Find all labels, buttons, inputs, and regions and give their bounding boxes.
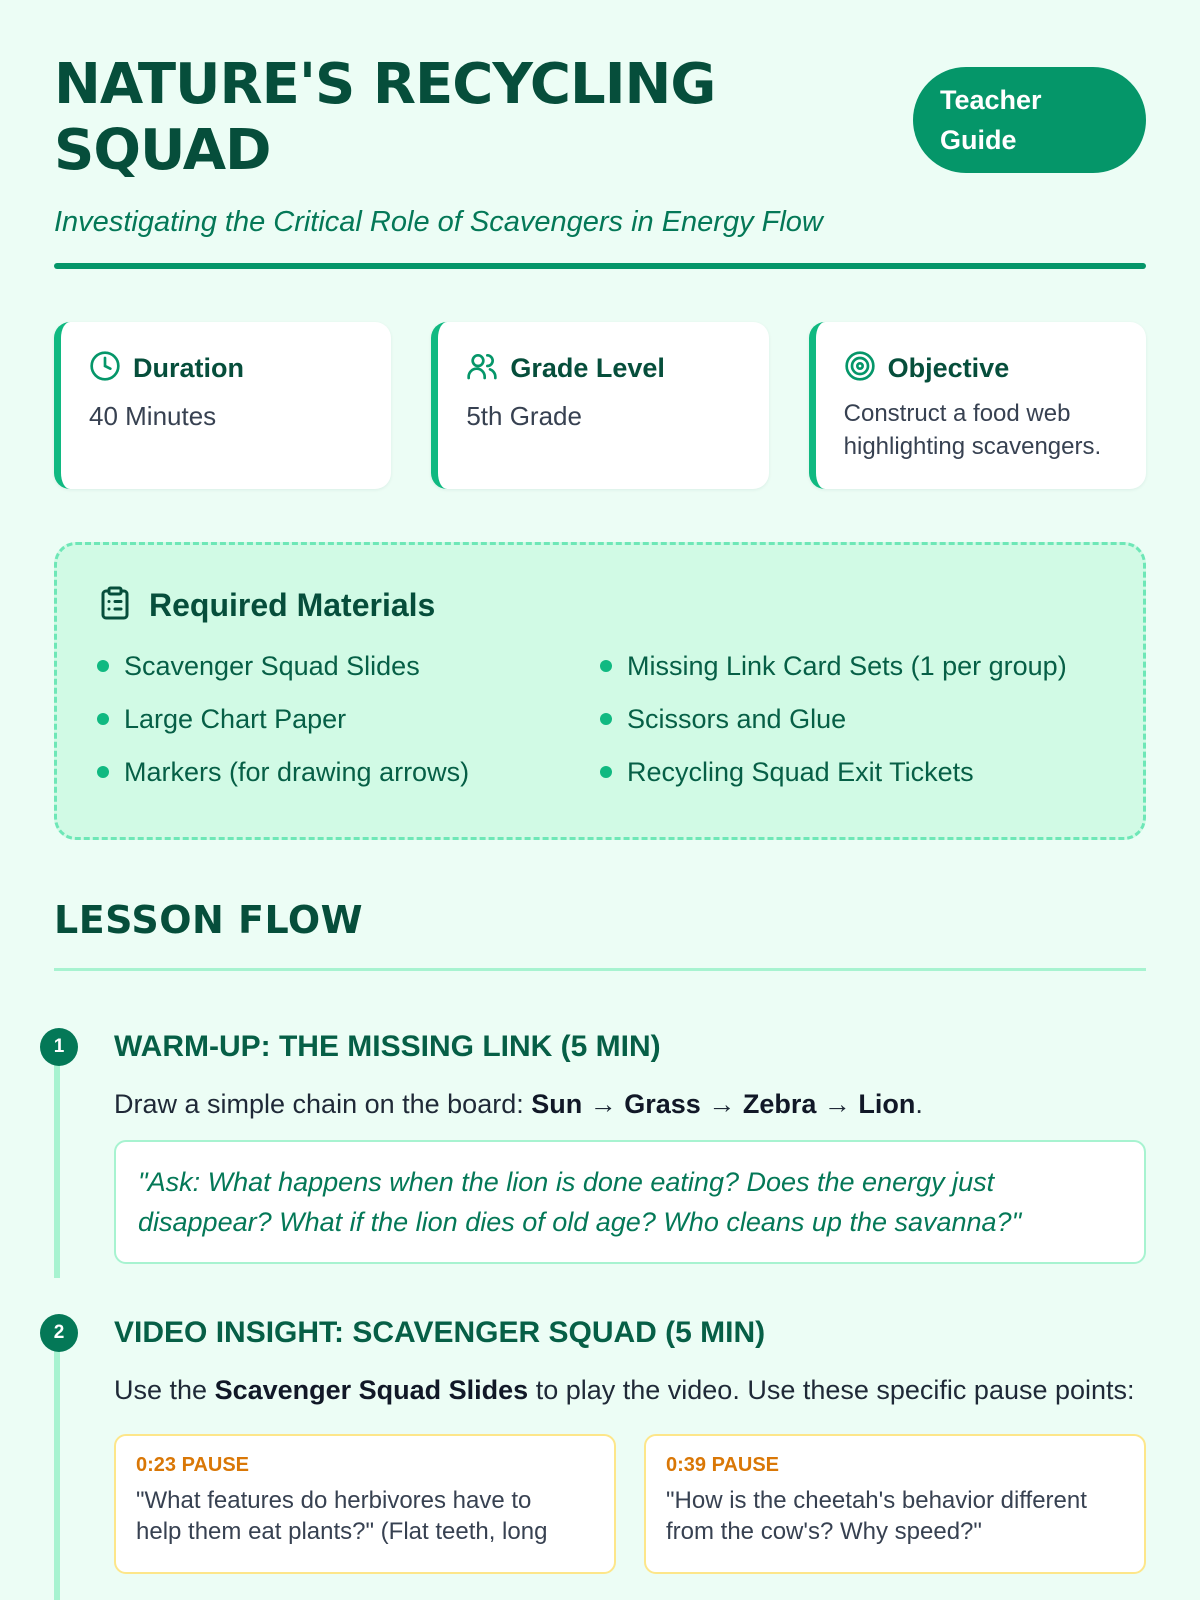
objective-value — [844, 397, 1122, 463]
materials-list-left — [97, 648, 600, 807]
pause-line: help them eat plants?" (Flat teeth, long — [136, 1518, 548, 1545]
duration-value: 40 Minutes — [89, 401, 217, 431]
timeline-line — [54, 1048, 60, 1278]
chain-item: Lion — [858, 1089, 916, 1119]
page-title-line1: NATURE'S RECYCLING — [54, 52, 716, 117]
page-subtitle: Investigating the Critical Role of Scavengers in Energy Flow — [54, 206, 823, 238]
step-text: . — [915, 1089, 923, 1119]
pause-question — [136, 1485, 594, 1547]
objective-line2: highlighting scavengers. — [843, 433, 1102, 460]
pause-card — [644, 1434, 1146, 1574]
step-text: Draw a simple chain on the board: — [114, 1089, 532, 1119]
clipboard-icon — [97, 585, 133, 626]
step-video-insight — [54, 1314, 1146, 1574]
grade-level-value: 5th Grade — [466, 401, 582, 431]
page-title-line2: SQUAD — [54, 118, 271, 183]
chain-item: Grass — [624, 1089, 701, 1119]
list-item: Scavenger Squad Slides — [97, 648, 600, 701]
grade-level-label: Grade Level — [510, 353, 665, 383]
duration-label: Duration — [133, 353, 244, 383]
arrow-icon: → — [582, 1089, 625, 1119]
pause-question — [666, 1485, 1124, 1547]
prompt-line1: "Ask: What happens when the lion is done eating? Does the energy just — [138, 1167, 995, 1197]
users-icon — [466, 350, 498, 387]
slides-reference: Scavenger Squad Slides — [214, 1375, 529, 1405]
objective-card — [809, 322, 1146, 489]
step-description — [114, 1084, 1146, 1124]
objective-label: Objective — [887, 353, 1010, 383]
pause-line: from the cow's? Why speed?" — [666, 1518, 982, 1545]
materials-title: Required Materials — [149, 587, 436, 623]
clock-icon — [89, 350, 121, 387]
arrow-icon: → — [816, 1089, 859, 1119]
header-divider — [54, 263, 1146, 269]
list-item: Scissors and Glue — [600, 701, 1103, 754]
duration-card — [54, 322, 391, 489]
step-number-badge: 1 — [40, 1028, 78, 1066]
page-title — [54, 52, 814, 184]
required-materials — [54, 542, 1146, 840]
lesson-flow-title: LESSON FLOW — [54, 898, 364, 942]
list-item: Missing Link Card Sets (1 per group) — [600, 648, 1103, 701]
step-text: Use the — [114, 1375, 215, 1405]
teacher-guide-badge — [913, 67, 1146, 173]
pause-points — [114, 1434, 1146, 1574]
chain-item: Sun — [531, 1089, 583, 1119]
pause-card — [114, 1434, 616, 1574]
list-item: Recycling Squad Exit Tickets — [600, 754, 1103, 807]
arrow-icon: → — [700, 1089, 743, 1119]
step-number-badge: 2 — [40, 1314, 78, 1352]
prompt-line2: disappear? What if the lion dies of old age? Who cleans up the savanna?" — [138, 1207, 1022, 1237]
step-text: to play the video. Use these specific pause points: — [528, 1375, 1135, 1405]
step-description — [114, 1370, 1146, 1410]
objective-line1: Construct a food web — [843, 400, 1071, 427]
lesson-flow-divider — [54, 968, 1146, 971]
pause-time: 0:23 PAUSE — [136, 1454, 250, 1476]
discussion-prompt — [114, 1140, 1146, 1264]
pause-line: "How is the cheetah's behavior different — [666, 1487, 1087, 1514]
list-item: Markers (for drawing arrows) — [97, 754, 600, 807]
target-icon — [844, 350, 876, 387]
pause-line: "What features do herbivores have to — [136, 1487, 532, 1514]
timeline-line — [54, 1334, 60, 1600]
step-title: WARM-UP: THE MISSING LINK (5 MIN) — [114, 1030, 661, 1063]
header — [54, 0, 1146, 269]
step-warm-up — [54, 1028, 1146, 1264]
chain-item: Zebra — [742, 1089, 817, 1119]
grade-level-card — [431, 322, 768, 489]
badge-line2: Guide — [940, 125, 1017, 155]
list-item: Large Chart Paper — [97, 701, 600, 754]
info-cards — [54, 322, 1146, 489]
step-title: VIDEO INSIGHT: SCAVENGER SQUAD (5 MIN) — [114, 1316, 766, 1349]
materials-list-right — [600, 648, 1103, 807]
pause-time: 0:39 PAUSE — [666, 1454, 780, 1476]
badge-line1: Teacher — [940, 85, 1042, 115]
